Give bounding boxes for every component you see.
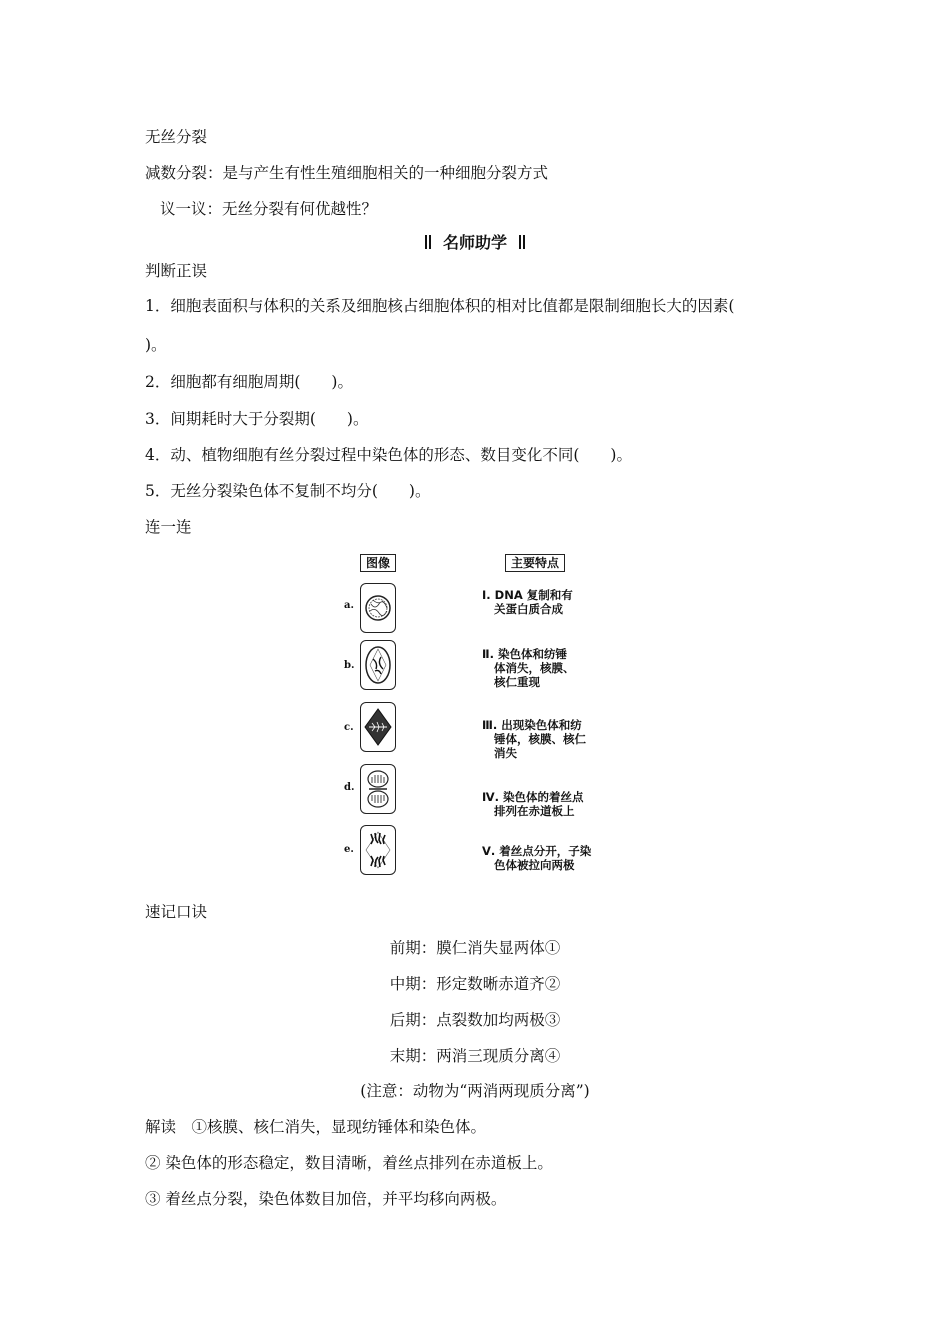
- section-heading: [0, 230, 950, 253]
- judge-title: 判断正误: [145, 262, 208, 280]
- cell-label: d.: [344, 782, 355, 793]
- cell-label: c.: [344, 722, 354, 733]
- question-1: 1．细胞表面积与体积的关系及细胞核占细胞体积的相对比值都是限制细胞长大的因素(: [145, 297, 735, 315]
- interphase-cell-icon: [360, 583, 396, 633]
- feature-text: Ⅰ. DNA 复制和有 关蛋白质合成: [482, 588, 573, 616]
- cell-label: a.: [344, 600, 354, 611]
- memo-title: 速记口诀: [145, 903, 208, 921]
- question-4: 4．动、植物细胞有丝分裂过程中染色体的形态、数目变化不同( )。: [145, 446, 632, 464]
- question-1-end: )。: [145, 336, 167, 354]
- figure-header-image: 图像: [360, 554, 396, 572]
- mnemonic-line: 末期：两消三现质分离④: [389, 1047, 561, 1065]
- mnemonic-line: 前期：膜仁消失显两体①: [389, 939, 561, 957]
- telophase-cell-icon: [360, 764, 396, 814]
- anaphase-cell-icon: [360, 825, 396, 875]
- feature-text: Ⅴ. 着丝点分开，子染 色体被拉向两极: [482, 844, 592, 872]
- question-3: 3．间期耗时大于分裂期( )。: [145, 410, 369, 428]
- text-line: 无丝分裂: [145, 128, 208, 146]
- mnemonic-line: 中期：形定数晰赤道齐②: [389, 975, 561, 993]
- figure-header-features: 主要特点: [505, 554, 565, 572]
- heading-bar-right: [519, 235, 525, 249]
- cell-label: b.: [344, 660, 355, 671]
- cell-label: e.: [344, 844, 354, 855]
- text-line: 减数分裂：是与产生有性生殖细胞相关的一种细胞分裂方式: [145, 164, 549, 182]
- mnemonic-line: 后期：点裂数加均两极③: [389, 1011, 561, 1029]
- interpretation-line: ③ 着丝点分裂，染色体数目加倍，并平均移向两极。: [145, 1190, 507, 1208]
- heading-bar-left: [425, 235, 431, 249]
- question-5: 5．无丝分裂染色体不复制不均分( )。: [145, 482, 431, 500]
- connect-title: 连一连: [145, 518, 192, 536]
- prophase-cell-icon: [360, 640, 396, 690]
- discussion-prompt: 议一议：无丝分裂有何优越性？: [160, 200, 378, 218]
- feature-text: Ⅱ. 染色体和纺锤 体消失，核膜、 核仁重现: [482, 647, 575, 689]
- heading-title: 名师助学: [442, 233, 507, 252]
- matching-figure: [330, 548, 630, 888]
- interpretation-line: 解读 ①核膜、核仁消失，显现纺锤体和染色体。: [145, 1118, 487, 1136]
- metaphase-cell-icon: [360, 702, 396, 752]
- interpretation-line: ② 染色体的形态稳定，数目清晰，着丝点排列在赤道板上。: [145, 1154, 553, 1172]
- mnemonic-note: (注意：动物为“两消两现质分离”): [360, 1082, 590, 1100]
- question-2: 2．细胞都有细胞周期( )。: [145, 373, 353, 391]
- feature-text: Ⅲ. 出现染色体和纺 锤体，核膜、核仁 消失: [482, 718, 587, 760]
- feature-text: Ⅳ. 染色体的着丝点 排列在赤道板上: [482, 790, 584, 818]
